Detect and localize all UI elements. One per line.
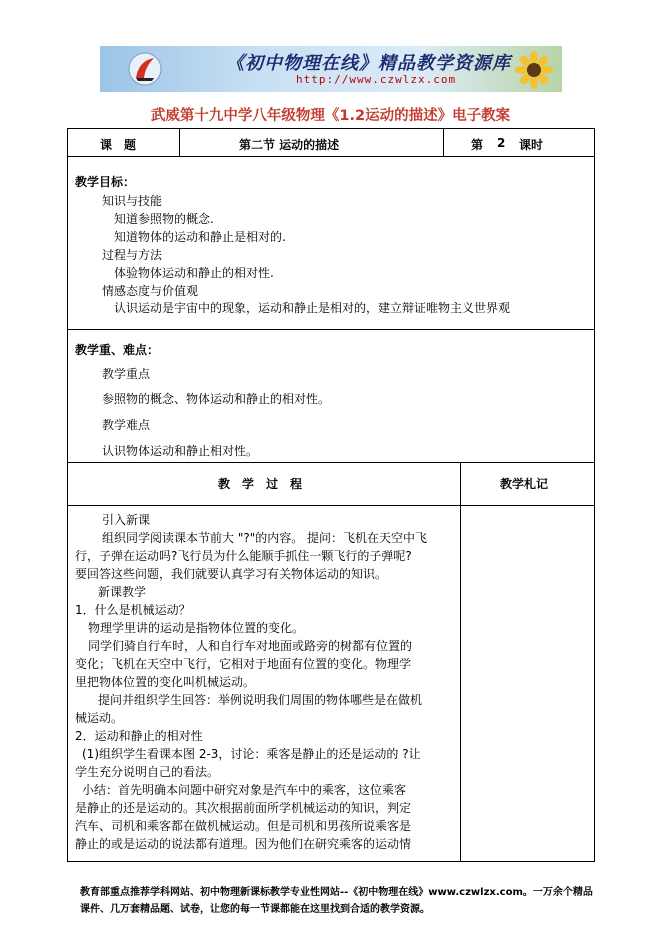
process-line: 行，子弹在运动吗?飞行员为什么能顺手抓住一颗飞行的子弹呢? (75, 549, 412, 563)
process-line: 引入新课 (102, 513, 151, 527)
header-banner (100, 46, 562, 92)
period-prefix: 第 (471, 138, 484, 152)
process-line: 2．运动和静止的相对性 (75, 729, 203, 743)
objective-line: 知道物体的运动和静止是相对的. (114, 230, 286, 244)
objective-line: 情感态度与价值观 (102, 284, 199, 298)
lesson-plan-table (67, 128, 595, 862)
banner-url[interactable]: http://www.czwlzx.com (296, 73, 457, 86)
banner-title: 《初中物理在线》精品教学资源库 (226, 53, 511, 74)
process-heading: 教 学 过 程 (218, 477, 303, 491)
process-line: 物理学里讲的运动是指物体位置的变化。 (88, 621, 305, 635)
subject-label: 课 题 (100, 138, 137, 152)
row-divider (68, 156, 594, 157)
logo-icon (128, 52, 162, 86)
process-line: 同学们骑自行车时，人和自行车对地面或路旁的树都有位置的 (88, 639, 413, 653)
process-line: 要回答这些问题，我们就要认真学习有关物体运动的知识。 (75, 567, 388, 581)
key-points-heading: 教学重、难点： (75, 343, 160, 357)
col-divider (179, 129, 180, 156)
objectives-heading: 教学目标： (75, 175, 136, 189)
objective-line: 知识与技能 (102, 194, 163, 208)
process-line: 学生充分说明自己的看法。 (75, 765, 220, 779)
row-divider (68, 505, 594, 506)
process-line: 汽车、司机和乘客都在做机械运动。但是司机和男孩所说乘客是 (75, 819, 412, 833)
objective-line: 认识运动是宇宙中的现象，运动和静止是相对的，建立辩证唯物主义世界观 (114, 301, 511, 315)
process-line: 变化；飞机在天空中飞行，它相对于地面有位置的变化。物理学 (75, 657, 412, 671)
lesson-title: 第二节 运动的描述 (239, 138, 340, 152)
key-point-line: 教学重点 (102, 367, 151, 381)
col-divider (443, 129, 444, 156)
document-title: 武威第十九中学八年级物理《1.2运动的描述》电子教案 (150, 108, 511, 124)
objective-line: 体验物体运动和静止的相对性. (114, 266, 274, 280)
process-line: 组织同学阅读课本节前大 "?"的内容。 提问：飞机在天空中飞 (102, 531, 428, 545)
key-point-line: 认识物体运动和静止相对性。 (102, 444, 259, 458)
sunflower-icon (514, 50, 554, 90)
process-line: 小结：首先明确本问题中研究对象是汽车中的乘客，这位乘客 (82, 783, 407, 797)
period-number: 2 (497, 136, 506, 150)
process-line: 是静止的还是运动的。其次根据前面所学机械运动的知识，判定 (75, 801, 412, 815)
period-suffix: 课时 (519, 138, 544, 152)
process-line: 静止的或是运动的说法都有道理。因为他们在研究乘客的运动情 (75, 837, 412, 851)
page-footer: 教育部重点推荐学科网站、初中物理新课标教学专业性网站--《初中物理在线》www.czwlzx.com。一万余个精品课件、几万套精品题、试卷，让您的每一节课都能在这里找到合适的教学资源。 (80, 887, 593, 915)
col-divider (460, 462, 461, 862)
row-divider (68, 462, 594, 463)
process-line: 里把物体位置的变化叫机械运动。 (75, 675, 256, 689)
key-point-line: 教学难点 (102, 418, 151, 432)
process-line: (1)组织学生看课本图 2-3，讨论：乘客是静止的还是运动的 ?让 (82, 747, 421, 761)
process-line: 1．什么是机械运动？ (75, 603, 191, 617)
process-line: 提问并组织学生回答：举例说明我们周围的物体哪些是在做机 (98, 693, 423, 707)
row-divider (68, 329, 594, 330)
objective-line: 知道参照物的概念. (114, 212, 214, 226)
process-line: 新课教学 (98, 585, 147, 599)
notes-heading: 教学札记 (500, 477, 549, 491)
process-line: 械运动。 (75, 711, 124, 725)
key-point-line: 参照物的概念、物体运动和静止的相对性。 (102, 392, 331, 406)
objective-line: 过程与方法 (102, 248, 163, 262)
